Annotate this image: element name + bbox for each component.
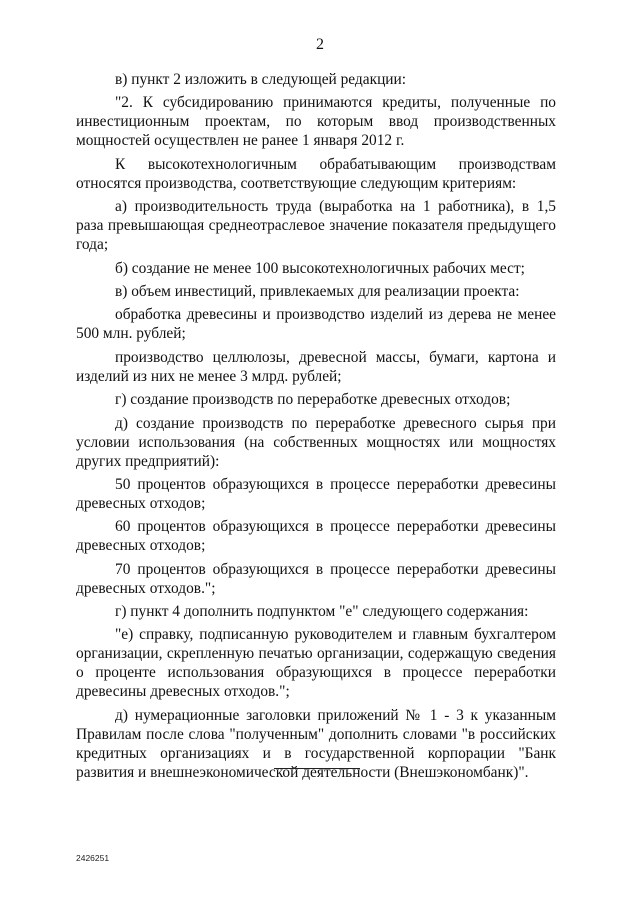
paragraph: г) создание производств по переработке древесных отходов; xyxy=(115,391,511,409)
paragraph: в) объем инвестиций, привлекаемых для реализации проекта: xyxy=(115,282,520,300)
paragraph: 70 процентов образующихся в процессе переработки древесины древесных отходов."; xyxy=(76,560,556,597)
document-body xyxy=(76,70,556,786)
paragraph: "е) справку, подписанную руководителем и главным бухгалтером организации, скрепленную печатью организации, содержащую сведения о проценте использования образующихся в процессе переработки древесины древесных отходов."; xyxy=(76,626,556,701)
paragraph: в) пункт 2 изложить в следующей редакции: xyxy=(115,71,407,88)
paragraph: б) создание не менее 100 высокотехнологичных рабочих мест; xyxy=(115,259,525,277)
paragraph: 50 процентов образующихся в процессе переработки древесины древесных отходов; xyxy=(76,475,556,512)
document-code: 2426251 xyxy=(76,853,110,863)
closing-separator-line xyxy=(274,768,360,769)
paragraph: К высокотехнологичным обрабатывающим производствам относятся производства, соответствующие следующим критериям: xyxy=(76,155,556,192)
paragraph: а) производительность труда (выработка на 1 работника), в 1,5 раза превышающая среднеотраслевое значение показателя предыдущего года; xyxy=(76,198,556,254)
page-number: 2 xyxy=(316,36,324,53)
paragraph: 60 процентов образующихся в процессе переработки древесины древесных отходов; xyxy=(76,518,556,555)
paragraph: д) создание производств по переработке древесного сырья при условии использования (на собственных мощностях или мощностях других предприятий): xyxy=(76,414,556,470)
paragraph: производство целлюлозы, древесной массы, бумаги, картона и изделий из них не менее 3 млрд. рублей; xyxy=(76,348,556,385)
paragraph: обработка древесины и производство изделий из дерева не менее 500 млн. рублей; xyxy=(76,306,556,343)
paragraph: "2. К субсидированию принимаются кредиты, полученные по инвестиционным проектам, по которым ввод производственных мощностей осуществлен не ранее 1 января 2012 г. xyxy=(76,94,556,150)
paragraph: г) пункт 4 дополнить подпунктом "е" следующего содержания: xyxy=(115,603,529,621)
paragraph: д) нумерационные заголовки приложений № 1 - 3 к указанным Правилам после слова "полученным" дополнить словами "в российских кредитных организациях и в государственной корпорации "Банк развития и внешнеэкономической деятельности (Внешэкономбанк)". xyxy=(76,706,556,781)
